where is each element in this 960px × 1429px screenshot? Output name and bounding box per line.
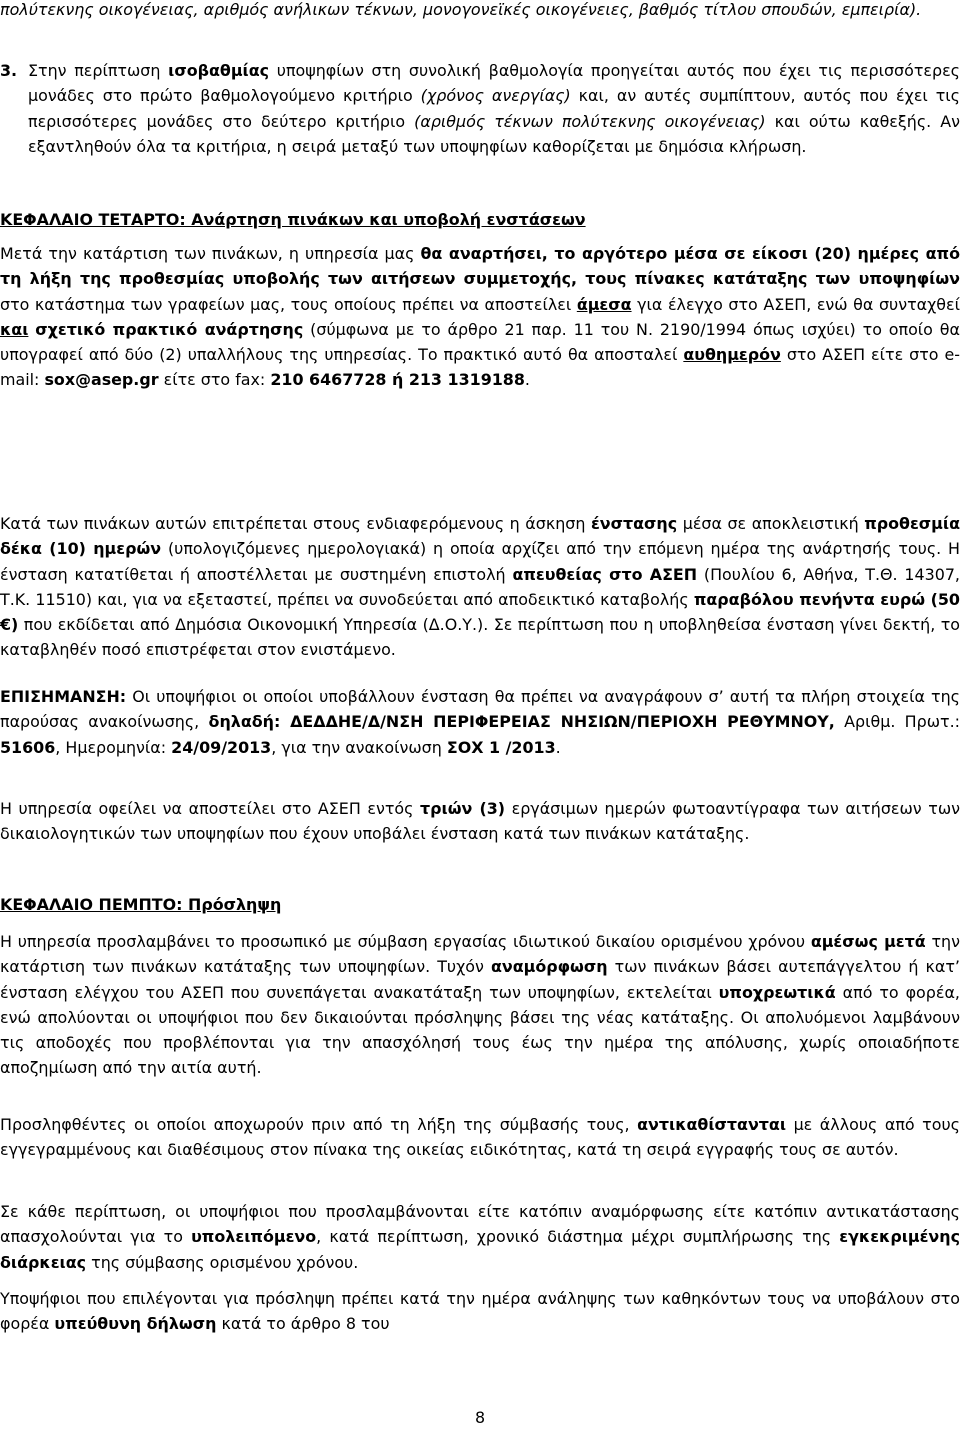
chapter-5-paragraph-3: Σε κάθε περίπτωση, οι υποψήφιοι που προσλαμβάνονται είτε κατόπιν αναμόρφωσης είτε κατόπιν αντικατάστασης απασχολούνται για το υπολειπόμενο, κατά περίπτωση, χρονικό διάστημα μέχρι συμπλήρωσης της εγκεκριμένης διάρκειας της σύμβασης ορισμένου χρόνου. [0,1202,960,1272]
chapter-5-paragraph-4: Υποψήφιοι που επιλέγονται για πρόσληψη πρέπει κατά την ημέρα ανάληψης των καθηκόντων τους να υποβάλουν στο φορέα υπεύθυνη δήλωση κατά το άρθρο 8 του [0,1289,960,1334]
chapter-4-paragraph-1: Μετά την κατάρτιση των πινάκων, η υπηρεσία μας θα αναρτήσει, το αργότερο μέσα σε είκοσι (20) ημέρες από τη λήξη της προθεσμίας υποβολής των αιτήσεων συμμετοχής, τους πίνακες κατάταξης των υποψηφίων στο κατάστημα των γραφείων μας, τους οποίους πρέπει να αποστείλει άμεσα για έλεγχο στο ΑΣΕΠ, ενώ θα συνταχθεί και σχετικό πρακτικό ανάρτησης (σύμφωνα με το άρθρο 21 παρ. 11 του Ν. 2190/1994 όπως ισχύει) το οποίο θα υπογραφεί από δύο (2) υπαλλήλους της υπηρεσίας. Το πρακτικό αυτό θα αποσταλεί αυθημερόν στο ΑΣΕΠ είτε στο e-mail: sox@asep.gr είτε στο fax: 210 6467728 ή 213 1319188. [0,244,960,390]
top-fragment: πολύτεκνης οικογένειας, αριθμός ανήλικων τέκνων, μονογονεϊκές οικογένειες, βαθμός τίτλου σπουδών, εμπειρία). [0,0,922,19]
chapter-5-paragraph-2: Προσληφθέντες οι οποίοι αποχωρούν πριν από τη λήξη της σύμβασής τους, αντικαθίστανται με άλλους από τους εγγεγραμμένους και διαθέσιμους στον πίνακα της οικείας ειδικότητας, κατά τη σειρά εγγραφής τους σε αυτόν. [0,1115,960,1160]
chapter-4-heading: ΚΕΦΑΛΑΙΟ ΤΕΤΑΡΤΟ: Ανάρτηση πινάκων και υποβολή ενστάσεων [0,210,586,229]
chapter-5-paragraph-1: Η υπηρεσία προσλαμβάνει το προσωπικό με σύμβαση εργασίας ιδιωτικού δικαίου ορισμένου χρόνου αμέσως μετά την κατάρτιση των πινάκων κατάταξης των υποψηφίων. Τυχόν αναμόρφωση των πινάκων βάσει αυτεπάγγελτου ή κατ’ ένσταση ελέγχου του ΑΣΕΠ που συνεπάγεται ανακατάταξη των υποψηφίων, εκτελείται υποχρεωτικά από το φορέα, ενώ απολύονται οι υποψήφιοι που δεν δικαιούνται πρόσληψης βάσει της νέας κατάταξης. Οι απολυόμενοι λαμβάνουν τις αποδοχές που προβλέπονται για την απασχόλησή τους έως την ημέρα της απόλυσης, χωρίς οποιαδήποτε αποζημίωση από την αιτία αυτή. [0,932,960,1078]
chapter-4-paragraph-2: Κατά των πινάκων αυτών επιτρέπεται στους ενδιαφερόμενους η άσκηση ένστασης μέσα σε αποκλειστική προθεσμία δέκα (10) ημερών (υπολογιζόμενες ημερολογιακά) η οποία αρχίζει από την επόμενη ημέρα της ανάρτησής τους. Η ένσταση κατατίθεται ή αποστέλλεται με συστημένη επιστολή απευθείας στο ΑΣΕΠ (Πουλίου 6, Αθήνα, Τ.Θ. 14307, Τ.Κ. 11510) και, για να εξεταστεί, πρέπει να συνοδεύεται από αποδεικτικό καταβολής παραβόλου πενήντα ευρώ (50 €) που εκδίδεται από Δημόσια Οικονομική Υπηρεσία (Δ.Ο.Υ.). Σε περίπτωση που η υποβληθείσα ένσταση γίνει δεκτή, το καταβληθέν ποσό επιστρέφεται στον ενιστάμενο. [0,514,960,660]
fax-numbers: 210 6467728 ή 213 1319188 [270,370,525,390]
item-3-paragraph: Στην περίπτωση ισοβαθμίας υποψηφίων στη συνολική βαθμολογία προηγείται αυτός που έχει τις περισσότερες μονάδες στο πρώτο βαθμολογούμενο κριτήριο (χρόνος ανεργίας) και, αν αυτές συμπίπτουν, αυτός που έχει τις περισσότερες μονάδες στο δεύτερο κριτήριο (αριθμός τέκνων πολύτεκνης οικογένειας) και ούτω καθεξής. Αν εξαντληθούν όλα τα κριτήρια, η σειρά μεταξύ των υποψηφίων καθορίζεται με δημόσια κλήρωση. [28,61,960,156]
chapter-5-heading: ΚΕΦΑΛΑΙΟ ΠΕΜΠΤΟ: Πρόσληψη [0,895,282,914]
chapter-4-notice-paragraph: ΕΠΙΣΗΜΑΝΣΗ: Οι υποψήφιοι οι οποίοι υποβάλλουν ένσταση θα πρέπει να αναγράφουν σ’ αυτή τα πλήρη στοιχεία της παρούσας ανακοίνωσης, δηλαδή: ΔΕΔΔΗΕ/Δ/ΝΣΗ ΠΕΡΙΦΕΡΕΙΑΣ ΝΗΣΙΩΝ/ΠΕΡΙΟΧΗ ΡΕΘΥΜΝΟΥ, Αριθμ. Πρωτ.: 51606, Ημερομηνία: 24/09/2013, για την ανακοίνωση ΣΟΧ 1 /2013. [0,687,960,757]
email-address: sox@asep.gr [44,370,159,390]
chapter-4-paragraph-4: Η υπηρεσία οφείλει να αποστείλει στο ΑΣΕΠ εντός τριών (3) εργάσιμων ημερών φωτοαντίγραφα των αιτήσεων των δικαιολογητικών των υποψηφίων που έχουν υποβάλει ένσταση κατά των πινάκων κατάταξης. [0,799,960,844]
item-number: 3. [0,61,18,80]
page-number: 8 [474,1408,486,1427]
